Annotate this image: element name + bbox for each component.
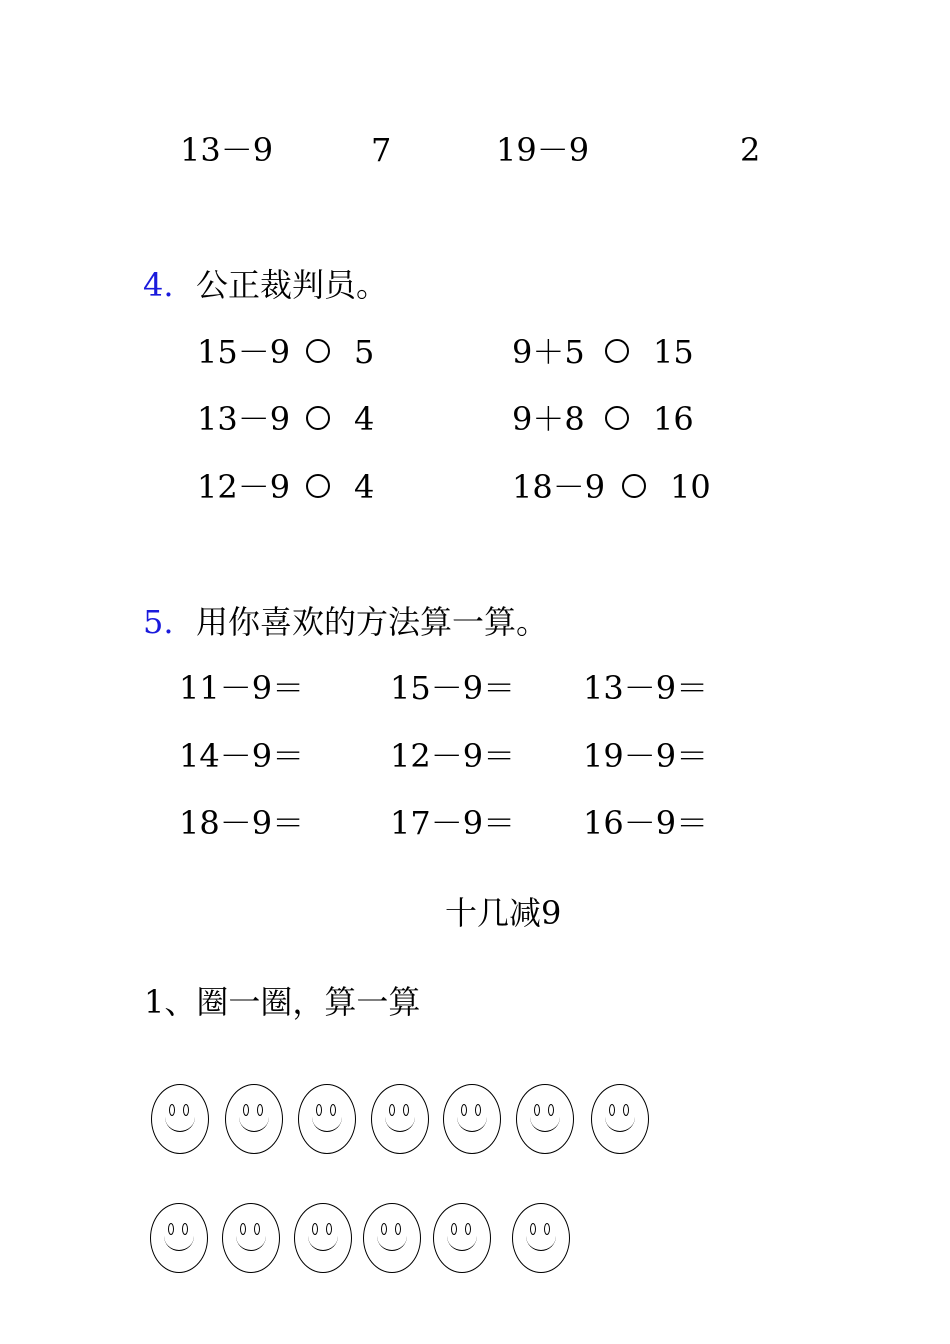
q5-expr: 18－9＝: [179, 804, 305, 842]
smiley-face-icon[interactable]: [371, 1084, 429, 1154]
q1-title: 1、圈一圈，算一算: [144, 983, 421, 1021]
q5-expr: 11－9＝: [179, 669, 305, 707]
q5-expr: 16－9＝: [583, 804, 709, 842]
smiley-face-icon[interactable]: [294, 1203, 352, 1273]
q5-expr: 12－9＝: [390, 737, 516, 775]
q4-left-value-1: 5: [354, 333, 375, 371]
q4-left-expr-2: 13－9: [197, 400, 291, 438]
smiley-face-icon[interactable]: [150, 1203, 208, 1273]
smiley-face-icon[interactable]: [225, 1084, 283, 1154]
q4-left-value-3: 4: [354, 468, 375, 506]
q4-left-expr-3: 12－9: [197, 468, 291, 506]
top-value-1: 7: [371, 131, 392, 169]
q5-expr: 17－9＝: [390, 804, 516, 842]
compare-circle[interactable]: [605, 339, 629, 363]
q4-right-value-2: 16: [653, 400, 694, 438]
section-title: 十几减9: [445, 894, 562, 932]
smiley-face-icon[interactable]: [298, 1084, 356, 1154]
compare-circle[interactable]: [306, 339, 330, 363]
q4-right-value-3: 10: [670, 468, 711, 506]
q5-number: 5.: [143, 603, 174, 641]
q5-expr: 14－9＝: [179, 737, 305, 775]
smiley-face-icon[interactable]: [516, 1084, 574, 1154]
compare-circle[interactable]: [622, 474, 646, 498]
q4-right-expr-1: 9＋5: [512, 333, 585, 371]
q5-expr: 19－9＝: [583, 737, 709, 775]
compare-circle[interactable]: [306, 406, 330, 430]
q4-title: 公正裁判员。: [196, 266, 389, 304]
q4-right-expr-3: 18－9: [512, 468, 606, 506]
compare-circle[interactable]: [605, 406, 629, 430]
top-expr-1: 13－9: [180, 131, 274, 169]
top-value-2: 2: [740, 131, 761, 169]
q4-right-value-1: 15: [653, 333, 694, 371]
compare-circle[interactable]: [306, 474, 330, 498]
q5-expr: 15－9＝: [390, 669, 516, 707]
q4-right-expr-2: 9＋8: [512, 400, 585, 438]
q4-left-value-2: 4: [354, 400, 375, 438]
smiley-face-icon[interactable]: [591, 1084, 649, 1154]
smiley-face-icon[interactable]: [363, 1203, 421, 1273]
smiley-face-icon[interactable]: [512, 1203, 570, 1273]
smiley-face-icon[interactable]: [222, 1203, 280, 1273]
smiley-face-icon[interactable]: [151, 1084, 209, 1154]
q5-expr: 13－9＝: [583, 669, 709, 707]
q4-left-expr-1: 15－9: [197, 333, 291, 371]
q5-title: 用你喜欢的方法算一算。: [196, 603, 549, 641]
top-expr-2: 19－9: [496, 131, 590, 169]
smiley-face-icon[interactable]: [433, 1203, 491, 1273]
q4-number: 4.: [143, 266, 174, 304]
smiley-face-icon[interactable]: [443, 1084, 501, 1154]
